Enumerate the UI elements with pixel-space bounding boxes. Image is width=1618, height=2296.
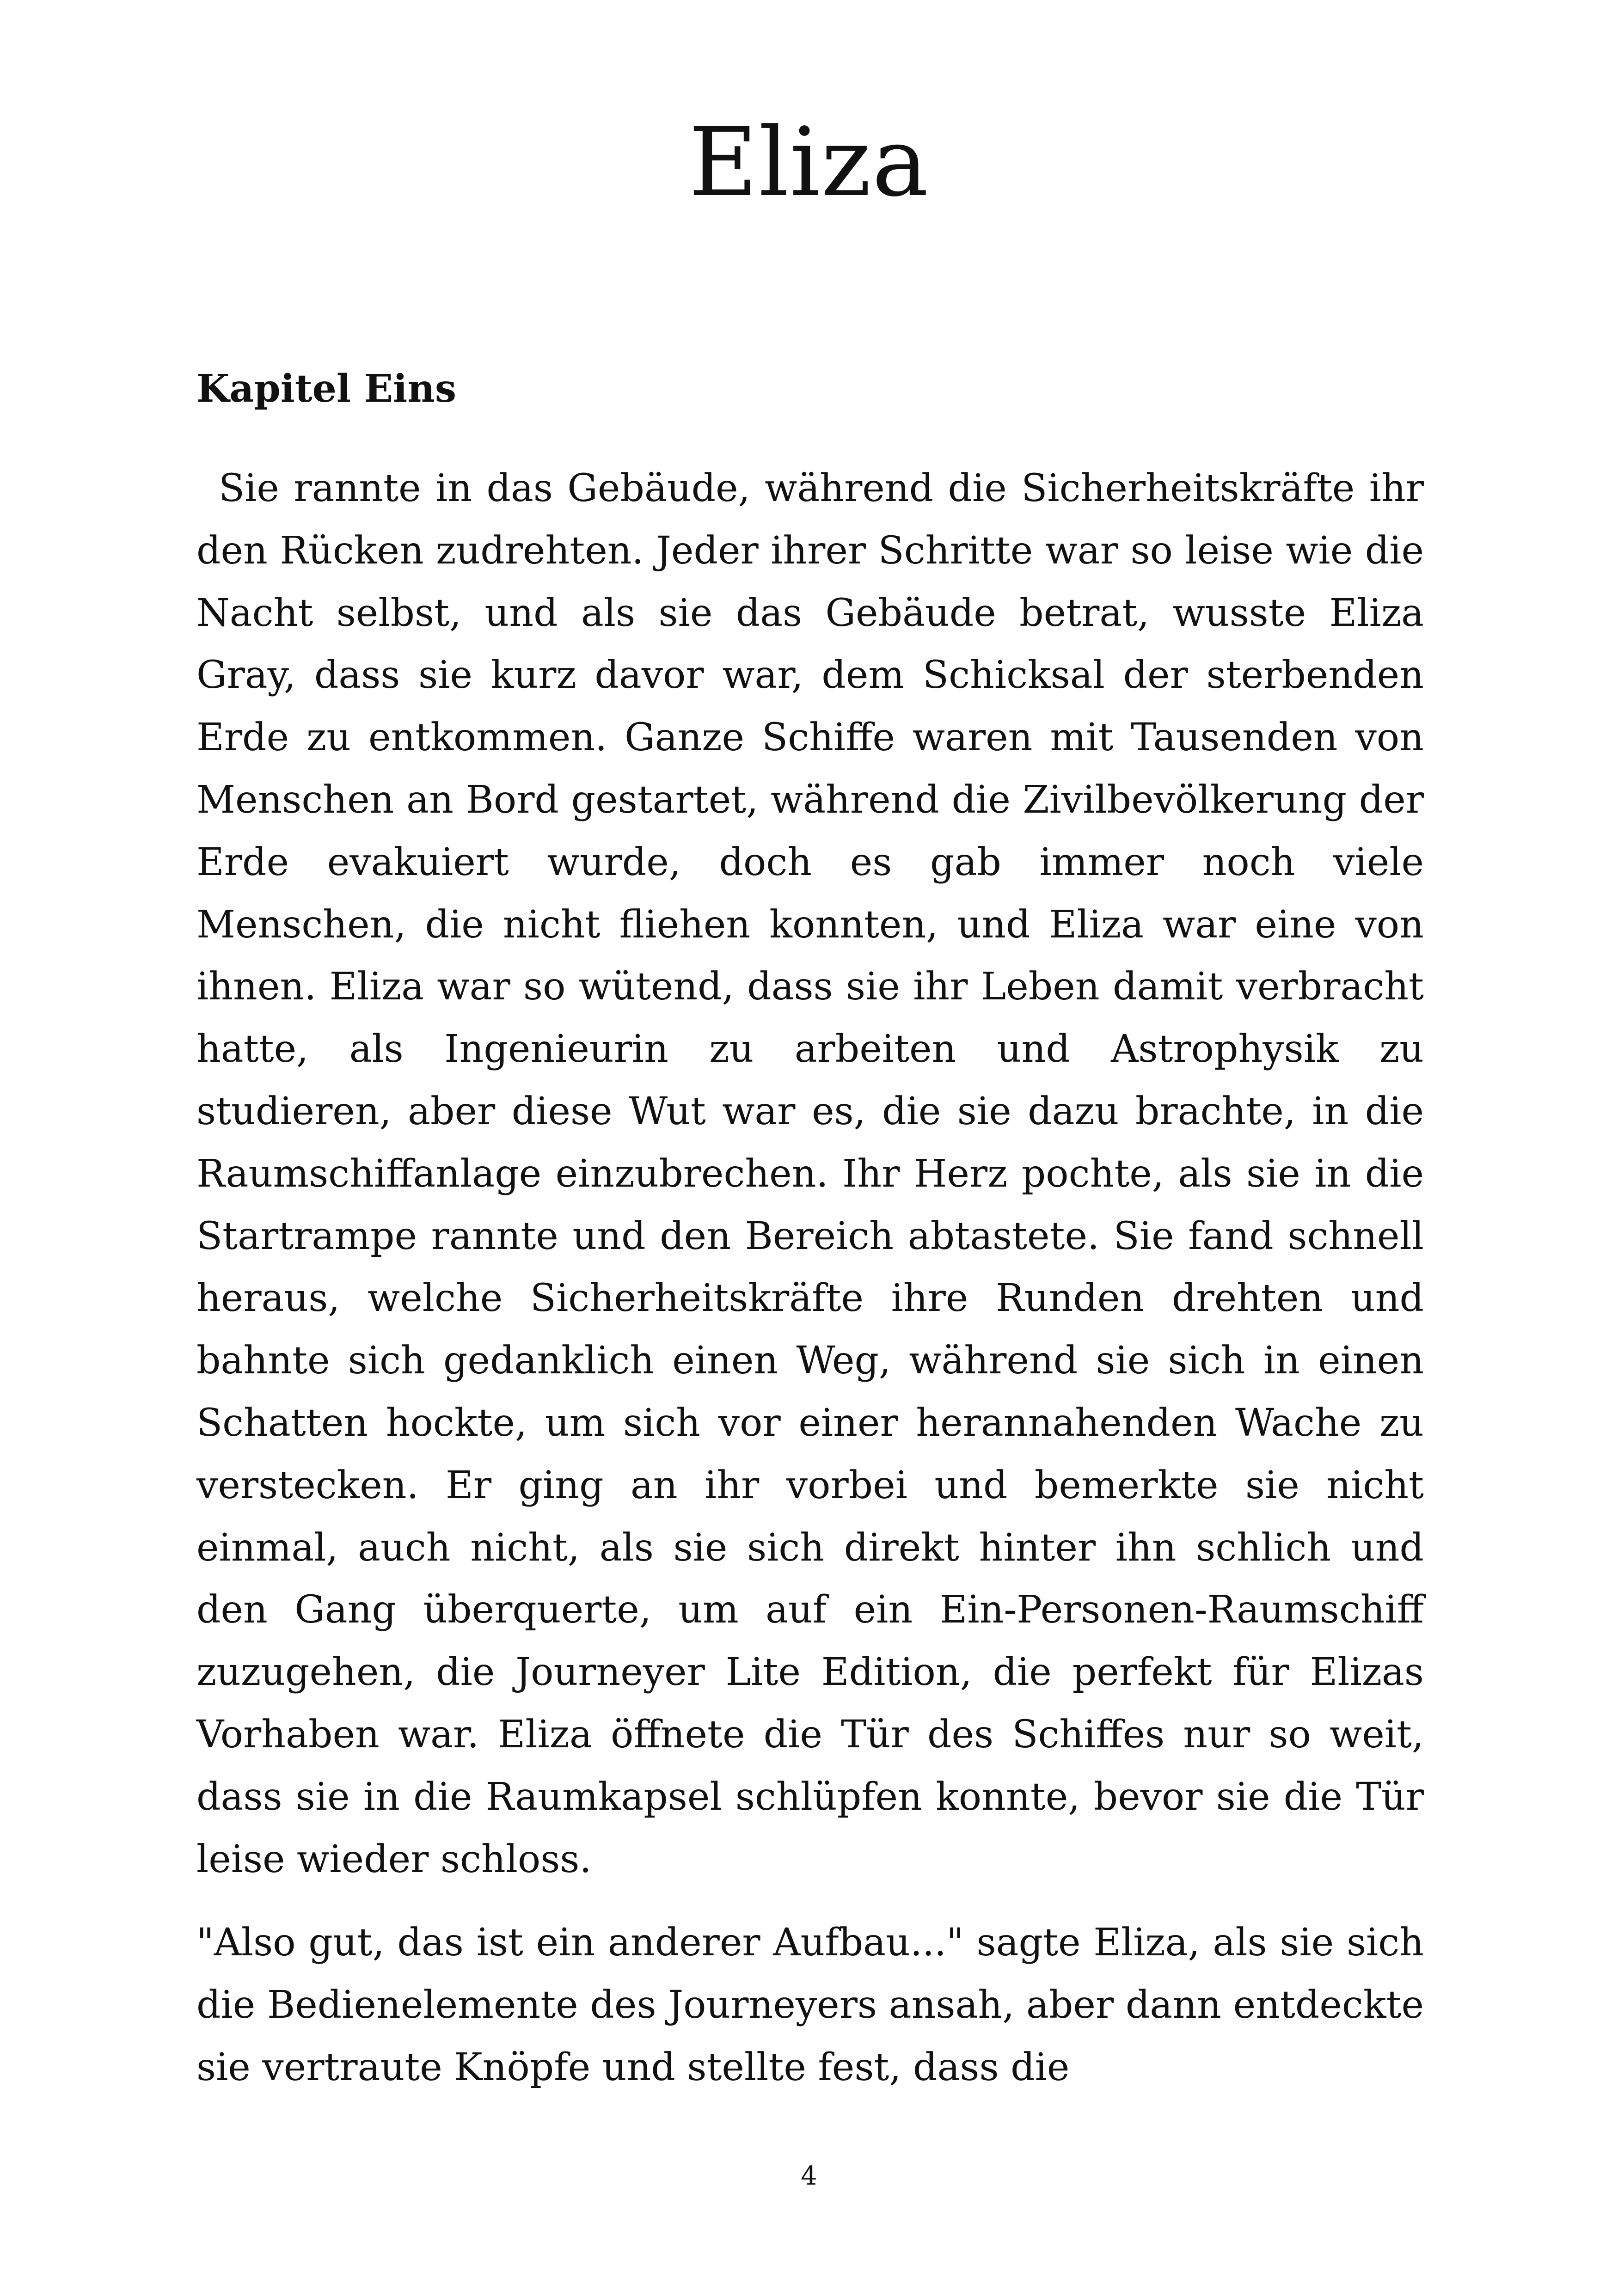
chapter-heading: Kapitel Eins (196, 367, 457, 411)
chapter-body (196, 458, 1424, 2099)
page-number: 4 (801, 2161, 817, 2191)
paragraph: Sie rannte in das Gebäude, während die Sicherheitskräfte ihr den Rücken zudrehten. Jeder ihrer Schritte war so leise wie die Nacht selbst, und als sie das Gebäude betrat, wusste Eliza Gray, dass sie kurz davor war, dem Schicksal der sterbenden Erde zu entkommen. Ganze Schiffe waren mit Tausenden von Menschen an Bord gestartet, während die Zivilbevölkerung der Erde evakuiert wurde, doch es gab immer noch viele Menschen, die nicht fliehen konnten, und Eliza war eine von ihnen. Eliza war so wütend, dass sie ihr Leben damit verbracht hatte, als Ingenieurin zu arbeiten und Astrophysik zu studieren, aber diese Wut war es, die sie dazu brachte, in die Raumschiffanlage einzubrechen. Ihr Herz pochte, als sie in die Startrampe rannte und den Bereich abtastete. Sie fand schnell heraus, welche Sicherheitskräfte ihre Runden drehten und bahnte sich gedanklich einen Weg, während sie sich in einen Schatten hockte, um sich vor einer herannahenden Wache zu verstecken. Er ging an ihr vorbei und bemerkte sie nicht einmal, auch nicht, als sie sich direkt hinter ihn schlich und den Gang überquerte, um auf ein Ein-Personen-Raumschiff zuzugehen, die Journeyer Lite Edition, die perfekt für Elizas Vorhaben war. Eliza öffnete die Tür des Schiffes nur so weit, dass sie in die Raumkapsel schlüpfen konnte, bevor sie die Tür leise wieder schloss. (196, 466, 1424, 1881)
book-title: Eliza (688, 108, 930, 218)
paragraph: "Also gut, das ist ein anderer Aufbau..." sagte Eliza, als sie sich die Bedienelemente des Journeyers ansah, aber dann entdeckte sie vertraute Knöpfe und stellte fest, dass die (196, 1921, 1424, 2089)
